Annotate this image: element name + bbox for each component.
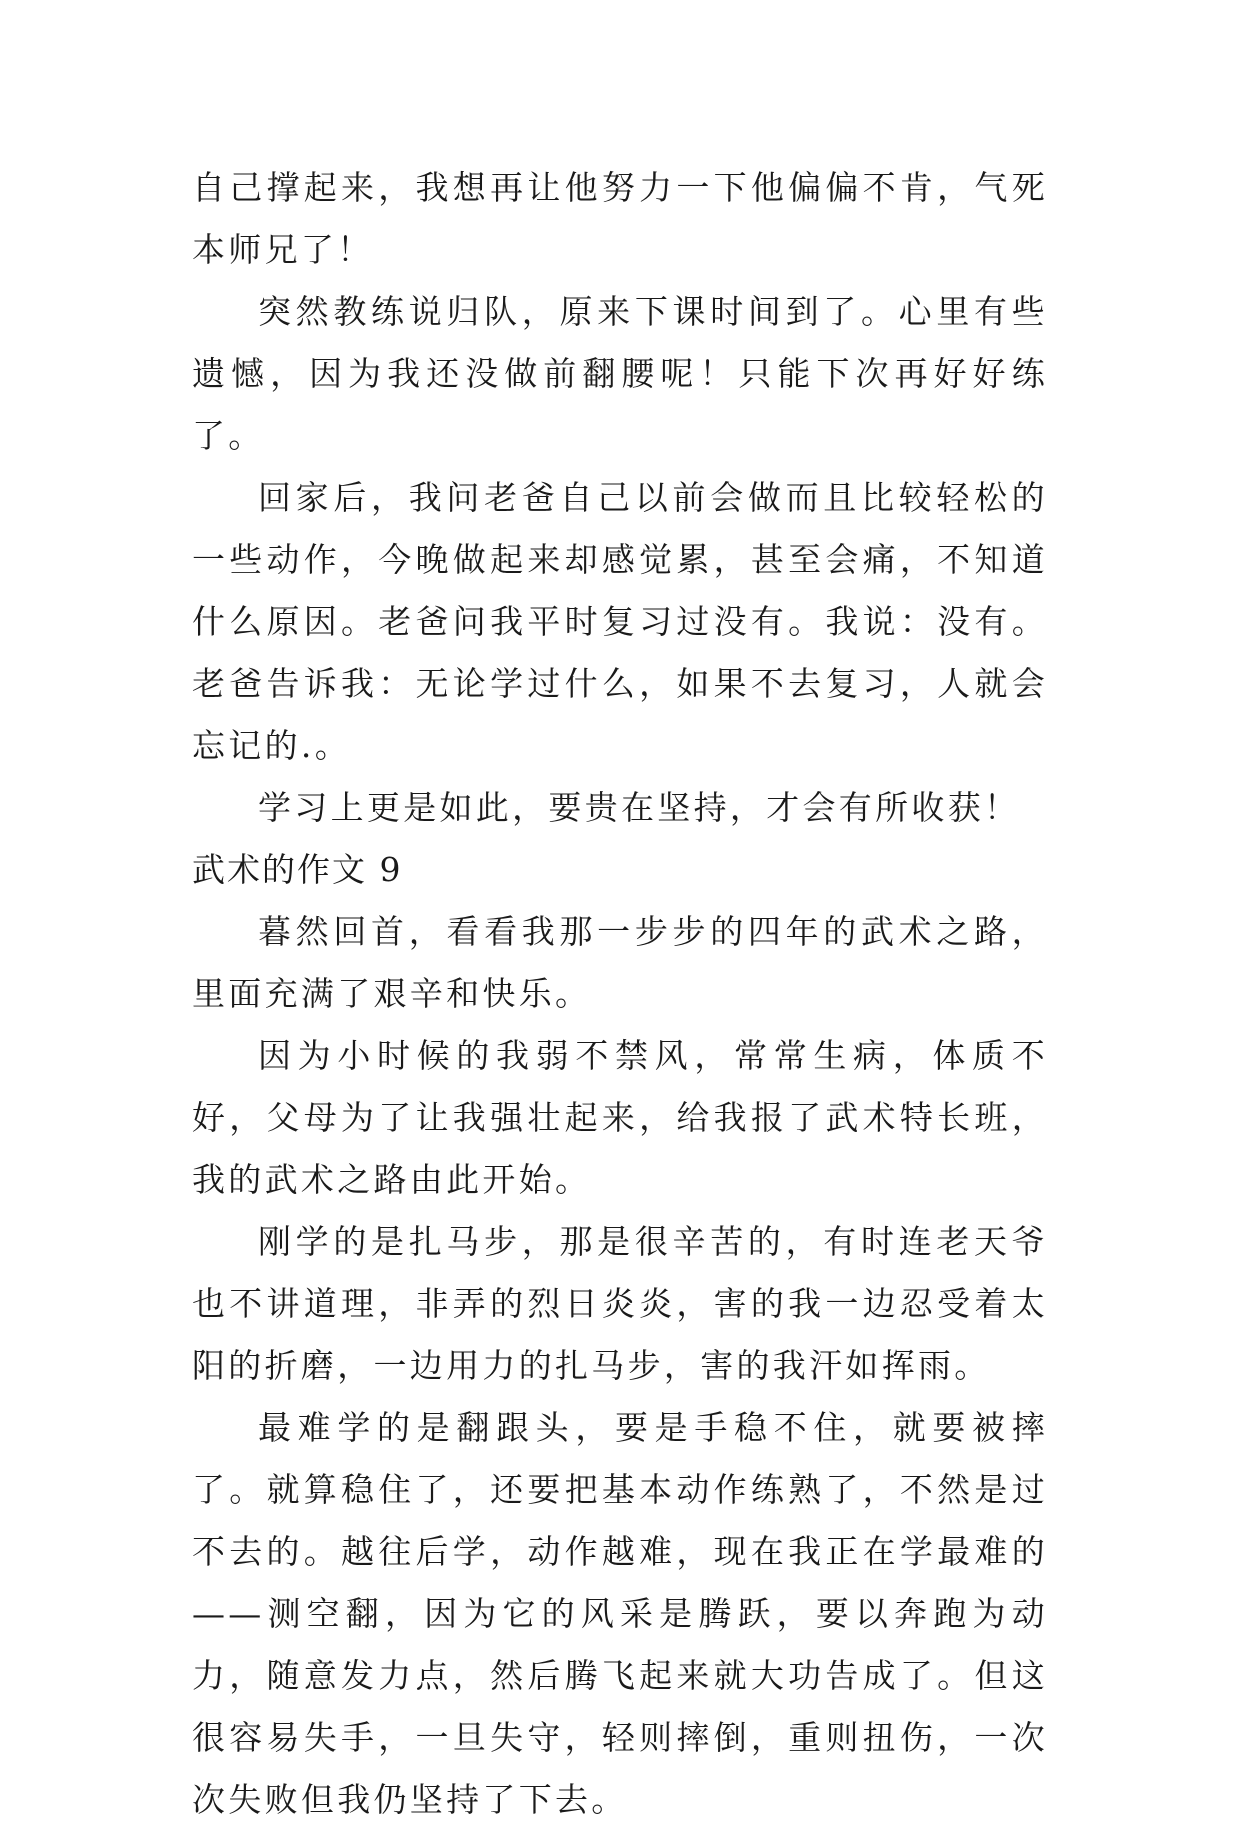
paragraph: 最难学的是翻跟头，要是手稳不住，就要被摔了。就算稳住了，还要把基本动作练熟了，不然是过不去的。越往后学，动作越难，现在我正在学最难的——测空翻，因为它的风采是腾跃，要以奔跑为动力，随意发力点，然后腾飞起来就大功告成了。但这很容易失手，一旦失守，轻则摔倒，重则扭伤，一次次失败但我仍坚持了下去。	[192, 1408, 1048, 1819]
paragraph: 暮然回首，看看我那一步步的四年的武术之路，里面充满了艰辛和快乐。	[192, 912, 1048, 1013]
paragraph: 学习上更是如此，要贵在坚持，才会有所收获！	[258, 788, 1021, 827]
document-body	[192, 157, 1048, 1831]
paragraph-continuation: 自己撑起来，我想再让他努力一下他偏偏不肯，气死本师兄了！	[192, 168, 1048, 269]
section-heading: 武术的作文 9	[192, 850, 403, 889]
paragraph: 回家后，我问老爸自己以前会做而且比较轻松的一些动作，今晚做起来却感觉累，甚至会痛，不知道什么原因。老爸问我平时复习过没有。我说：没有。老爸告诉我：无论学过什么，如果不去复习，人就会忘记的.。	[192, 478, 1048, 765]
paragraph: 刚学的是扎马步，那是很辛苦的，有时连老天爷也不讲道理，非弄的烈日炎炎，害的我一边忍受着太阳的折磨，一边用力的扎马步，害的我汗如挥雨。	[192, 1222, 1048, 1385]
paragraph: 因为小时候的我弱不禁风，常常生病，体质不好，父母为了让我强壮起来，给我报了武术特长班，我的武术之路由此开始。	[192, 1036, 1048, 1199]
paragraph: 突然教练说归队，原来下课时间到了。心里有些遗憾，因为我还没做前翻腰呢！只能下次再好好练了。	[192, 292, 1048, 455]
